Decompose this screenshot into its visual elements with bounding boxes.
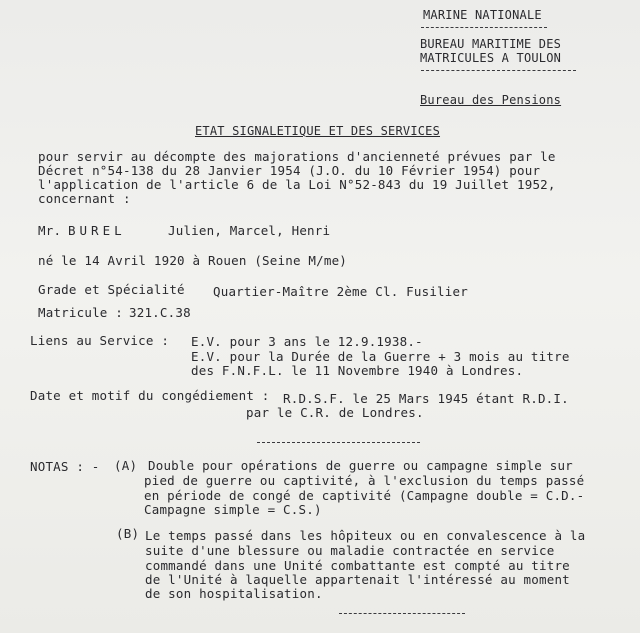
person-surname: BUREL: [68, 223, 126, 238]
conge-label: Date et motif du congédiement :: [30, 388, 270, 403]
header-separator: [421, 27, 547, 28]
header-separator: [421, 70, 576, 71]
grade-label: Grade et Spécialité: [38, 282, 185, 297]
conge-line: R.D.S.F. le 25 Mars 1945 étant R.D.I.: [283, 391, 569, 406]
note-a-line: Campagne simple = C.S.): [144, 502, 322, 517]
conge-line: par le C.R. de Londres.: [246, 405, 424, 420]
note-a-line: pied de guerre ou captivité, à l'exclusion du temps passé: [144, 473, 585, 488]
note-a-line: en période de congé de captivité (Campagne double = C.D.-: [144, 488, 585, 503]
footer-separator: [339, 613, 465, 614]
intro-line: concernant :: [38, 191, 131, 206]
note-b-line: de son hospitalisation.: [145, 586, 323, 601]
matricule-label: Matricule :: [38, 305, 123, 320]
note-b-marker: (B): [116, 526, 140, 541]
header-matricules-toulon: MATRICULES A TOULON: [420, 51, 562, 65]
note-b-line: de l'Unité à laquelle appartenait l'intéressé au moment: [145, 572, 570, 587]
intro-line: pour servir au décompte des majorations d'ancienneté prévues par le: [38, 149, 556, 164]
grade-value: Quartier-Maître 2ème Cl. Fusilier: [213, 284, 468, 299]
matricule-value: 321.C.38: [129, 305, 191, 320]
note-b-line: Le temps passé dans les hôpiteux ou en convalescence à la: [145, 528, 586, 543]
note-a-marker: (A): [114, 458, 138, 473]
note-b-line: commandé dans une Unité combattante est compté au titre: [145, 558, 570, 573]
service-label: Liens au Service :: [30, 333, 170, 348]
person-given-names: Julien, Marcel, Henri: [168, 223, 331, 238]
person-prefix: Mr.: [38, 223, 62, 238]
note-a-line: Double pour opérations de guerre ou campagne simple sur: [148, 458, 573, 473]
intro-line: l'application de l'article 6 de la Loi N°52-843 du 19 Juillet 1952,: [38, 177, 556, 192]
document-title: ETAT SIGNALETIQUE ET DES SERVICES: [195, 124, 441, 138]
notes-label: NOTAS : -: [30, 459, 100, 474]
section-separator: [257, 442, 420, 443]
birth-info: né le 14 Avril 1920 à Rouen (Seine M/me): [38, 253, 348, 268]
service-line: E.V. pour 3 ans le 12.9.1938.-: [191, 334, 423, 349]
service-line: E.V. pour la Durée de la Guerre + 3 mois au titre: [191, 349, 570, 364]
service-line: des F.N.F.L. le 11 Novembre 1940 à Londres.: [191, 363, 524, 378]
bureau-des-pensions: Bureau des Pensions: [420, 93, 562, 107]
intro-line: Décret n°54-138 du 28 Janvier 1954 (J.O. du 10 Février 1954) pour: [38, 163, 541, 178]
header-marine-nationale: MARINE NATIONALE: [423, 8, 542, 22]
note-b-line: suite d'une blessure ou maladie contractée en service: [145, 543, 555, 558]
header-bureau-maritime: BUREAU MARITIME DES: [420, 37, 562, 51]
